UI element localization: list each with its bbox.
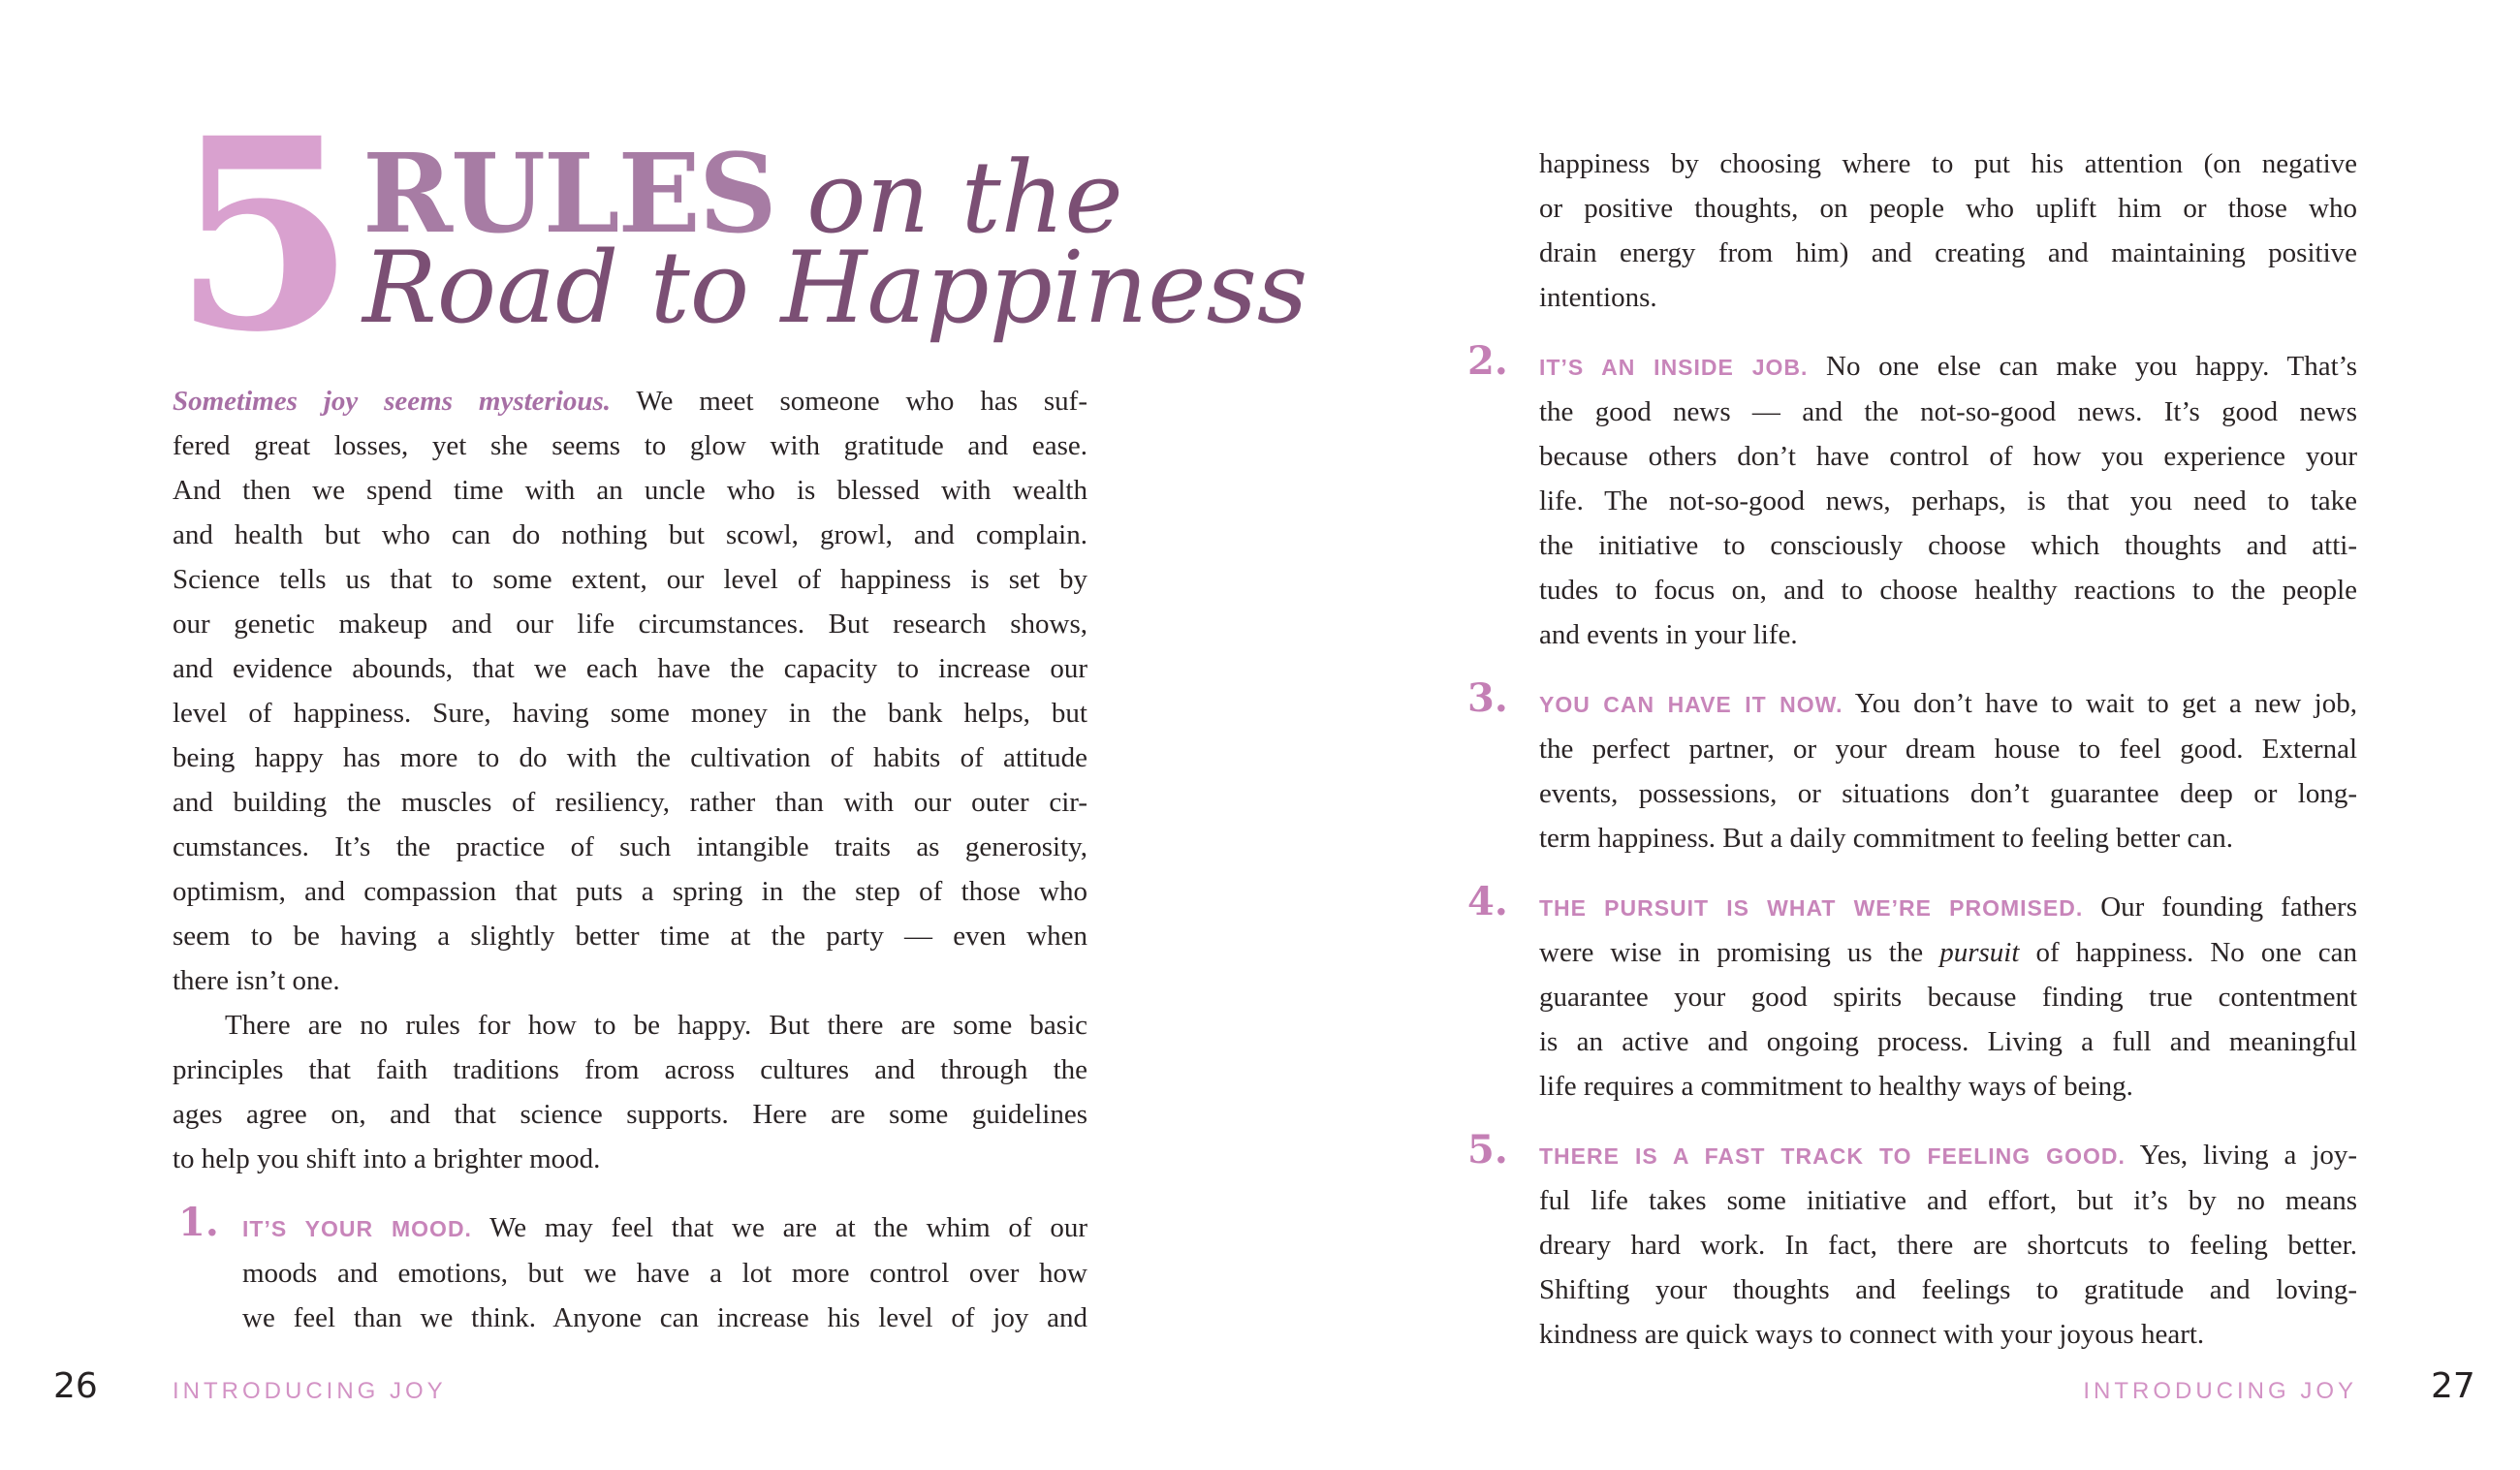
- item-number: 3.: [1467, 675, 1508, 721]
- text-line: [1539, 885, 2357, 930]
- item-heading: THE PURSUIT IS WHAT WE’RE PROMISED.: [1539, 895, 2084, 921]
- title-line-2: Road to Happiness: [362, 231, 1308, 346]
- text-segment: term happiness. But a daily commitment to feeling better can.: [1539, 823, 2233, 854]
- text-line: [1539, 479, 2357, 523]
- text-segment: life. The not-so-good news, perhaps, is that you need to take: [1539, 485, 2357, 516]
- text-segment: the perfect partner, or your dream house to feel good. External: [1539, 734, 2357, 765]
- text-segment: No one else can make you happy. That’s: [1808, 351, 2357, 382]
- text-segment: because others don’t have control of how you experience your: [1539, 441, 2357, 472]
- text-line: [173, 1048, 1087, 1092]
- text-line: [1539, 231, 2357, 275]
- text-line: [1539, 1223, 2357, 1267]
- text-line: [1539, 568, 2357, 612]
- text-segment: and building the muscles of resiliency, rather than with our outer cir-: [173, 787, 1087, 818]
- text-segment: is an active and ongoing process. Living a full and meaningful: [1539, 1026, 2357, 1057]
- list-item: [173, 1200, 1087, 1340]
- text-line: [1539, 1312, 2357, 1357]
- text-segment: You don’t have to wait to get a new job,: [1843, 688, 2357, 719]
- text-line: [173, 423, 1087, 468]
- list-item: [1467, 1127, 2357, 1357]
- text-segment: intentions.: [1539, 282, 1657, 313]
- item-content: [1539, 681, 2357, 860]
- text-segment: events, possessions, or situations don’t guarantee deep or long-: [1539, 778, 2357, 809]
- text-segment: optimism, and compassion that puts a spring in the step of those who: [173, 876, 1087, 907]
- page-number-left: 26: [53, 1366, 98, 1406]
- text-segment: guarantee your good spirits because finding true contentment: [1539, 982, 2357, 1013]
- item-content: [1539, 885, 2357, 1109]
- item-content: [242, 1205, 1087, 1340]
- list-item: [1467, 879, 2357, 1109]
- item-heading: IT’S YOUR MOOD.: [242, 1216, 472, 1241]
- text-line: [1539, 434, 2357, 479]
- text-line: [1539, 1133, 2357, 1178]
- item-heading: IT’S AN INSIDE JOB.: [1539, 355, 1809, 380]
- text-line: [173, 825, 1087, 869]
- text-line: [173, 602, 1087, 646]
- text-segment: life requires a commitment to healthy ways of being.: [1539, 1071, 2133, 1102]
- text-line: [1539, 975, 2357, 1019]
- text-line: [1539, 523, 2357, 568]
- lead-in-phrase: Sometimes joy seems mysterious.: [173, 386, 612, 417]
- chapter-title: [173, 81, 1308, 391]
- continued-paragraph: [1539, 141, 2357, 320]
- running-head-left: INTRODUCING JOY: [173, 1378, 447, 1404]
- text-segment: to help you shift into a brighter mood.: [173, 1143, 601, 1174]
- text-line: [1539, 1064, 2357, 1109]
- text-line: [173, 869, 1087, 914]
- text-segment: the initiative to consciously choose which thoughts and atti-: [1539, 530, 2357, 561]
- text-segment: being happy has more to do with the cultivation of habits of attitude: [173, 742, 1087, 773]
- text-line: [173, 557, 1087, 602]
- text-segment: we feel than we think. Anyone can increase his level of joy and: [242, 1302, 1087, 1333]
- list-item: [1467, 338, 2357, 657]
- text-segment: cumstances. It’s the practice of such intangible traits as generosity,: [173, 831, 1087, 862]
- text-segment: ful life takes some initiative and effort, but it’s by no means: [1539, 1185, 2357, 1216]
- text-segment: level of happiness. Sure, having some money in the bank helps, but: [173, 698, 1087, 729]
- title-word-on-the: on the: [774, 141, 1123, 256]
- item-number: 5.: [1467, 1127, 1508, 1173]
- text-segment: there isn’t one.: [173, 965, 340, 996]
- text-segment: principles that faith traditions from across cultures and through the: [173, 1054, 1087, 1085]
- text-line: [1539, 141, 2357, 186]
- text-line: [173, 1137, 1087, 1181]
- text-line: [1539, 275, 2357, 320]
- text-line: [173, 914, 1087, 958]
- text-segment: Shifting your thoughts and feelings to gratitude and loving-: [1539, 1274, 2357, 1305]
- text-line: [1539, 1178, 2357, 1223]
- right-page-body: [1467, 141, 2357, 1357]
- text-segment: moods and emotions, but we have a lot more control over how: [242, 1258, 1087, 1289]
- text-line: [242, 1296, 1087, 1340]
- text-segment: and events in your life.: [1539, 619, 1798, 650]
- item-content: [1539, 1133, 2357, 1357]
- text-line: [1539, 727, 2357, 771]
- text-line: [1539, 186, 2357, 231]
- text-line: [1539, 1019, 2357, 1064]
- text-segment: We meet someone who has suf-: [611, 386, 1087, 417]
- text-segment: and evidence abounds, that we each have the capacity to increase our: [173, 653, 1087, 684]
- item-heading: YOU CAN HAVE IT NOW.: [1539, 692, 1843, 717]
- text-segment: were wise in promising us the: [1539, 937, 1940, 968]
- text-segment: seem to be having a slightly better time at the party — even when: [173, 921, 1087, 952]
- text-line: [1539, 930, 2357, 975]
- text-line: [173, 691, 1087, 735]
- text-segment: or positive thoughts, on people who uplift him or those who: [1539, 193, 2357, 224]
- item-number: 4.: [1467, 879, 1508, 924]
- left-page-body: [173, 379, 1087, 1340]
- paragraph: [173, 1003, 1087, 1181]
- text-line: [173, 379, 1087, 423]
- text-line: [1539, 390, 2357, 434]
- text-line: [1539, 771, 2357, 816]
- text-segment: happiness by choosing where to put his attention (on negative: [1539, 148, 2357, 179]
- text-segment: ages agree on, and that science supports. Here are some guidelines: [173, 1099, 1087, 1130]
- list-item: [1467, 675, 2357, 860]
- text-line: [1539, 612, 2357, 657]
- running-head-right: INTRODUCING JOY: [2083, 1378, 2357, 1404]
- text-segment: the good news — and the not-so-good news. It’s good news: [1539, 396, 2357, 427]
- text-segment: Our founding fathers: [2083, 891, 2357, 923]
- text-line: [1539, 1267, 2357, 1312]
- text-segment: kindness are quick ways to connect with your joyous heart.: [1539, 1319, 2205, 1350]
- item-number: 1.: [178, 1200, 219, 1245]
- text-line: [173, 1092, 1087, 1137]
- text-segment: drain energy from him) and creating and maintaining positive: [1539, 237, 2357, 268]
- item-heading: THERE IS A FAST TRACK TO FEELING GOOD.: [1539, 1143, 2126, 1169]
- text-segment: dreary hard work. In fact, there are shortcuts to feeling better.: [1539, 1230, 2357, 1261]
- text-segment: our genetic makeup and our life circumstances. But research shows,: [173, 609, 1087, 640]
- item-content: [1539, 344, 2357, 657]
- text-line: [173, 646, 1087, 691]
- text-segment: tudes to focus on, and to choose healthy reactions to the people: [1539, 575, 2357, 606]
- italic-word: pursuit: [1939, 937, 2020, 968]
- text-line: [173, 1003, 1087, 1048]
- text-line: [242, 1251, 1087, 1296]
- text-line: [1539, 816, 2357, 860]
- text-segment: Science tells us that to some extent, our level of happiness is set by: [173, 564, 1087, 595]
- text-line: [173, 780, 1087, 825]
- text-line: [1539, 344, 2357, 390]
- paragraph: [173, 379, 1087, 1003]
- text-segment: And then we spend time with an uncle who is blessed with wealth: [173, 475, 1087, 506]
- text-segment: Yes, living a joy-: [2125, 1140, 2357, 1171]
- text-line: [173, 735, 1087, 780]
- title-number: 5: [173, 81, 357, 391]
- text-line: [173, 958, 1087, 1003]
- text-segment: and health but who can do nothing but scowl, growl, and complain.: [173, 519, 1087, 550]
- text-line: [1539, 681, 2357, 727]
- text-segment: of happiness. No one can: [2019, 937, 2357, 968]
- text-line: [173, 468, 1087, 513]
- text-line: [242, 1205, 1087, 1251]
- text-segment: There are no rules for how to be happy. But there are some basic: [225, 1010, 1087, 1041]
- text-line: [173, 513, 1087, 557]
- title-text: [362, 131, 1308, 346]
- page-number-right: 27: [2431, 1366, 2475, 1406]
- text-segment: We may feel that we are at the whim of our: [471, 1212, 1087, 1243]
- text-segment: fered great losses, yet she seems to glow with gratitude and ease.: [173, 430, 1087, 461]
- item-number: 2.: [1467, 338, 1508, 384]
- title-word-rules: RULES: [362, 131, 775, 258]
